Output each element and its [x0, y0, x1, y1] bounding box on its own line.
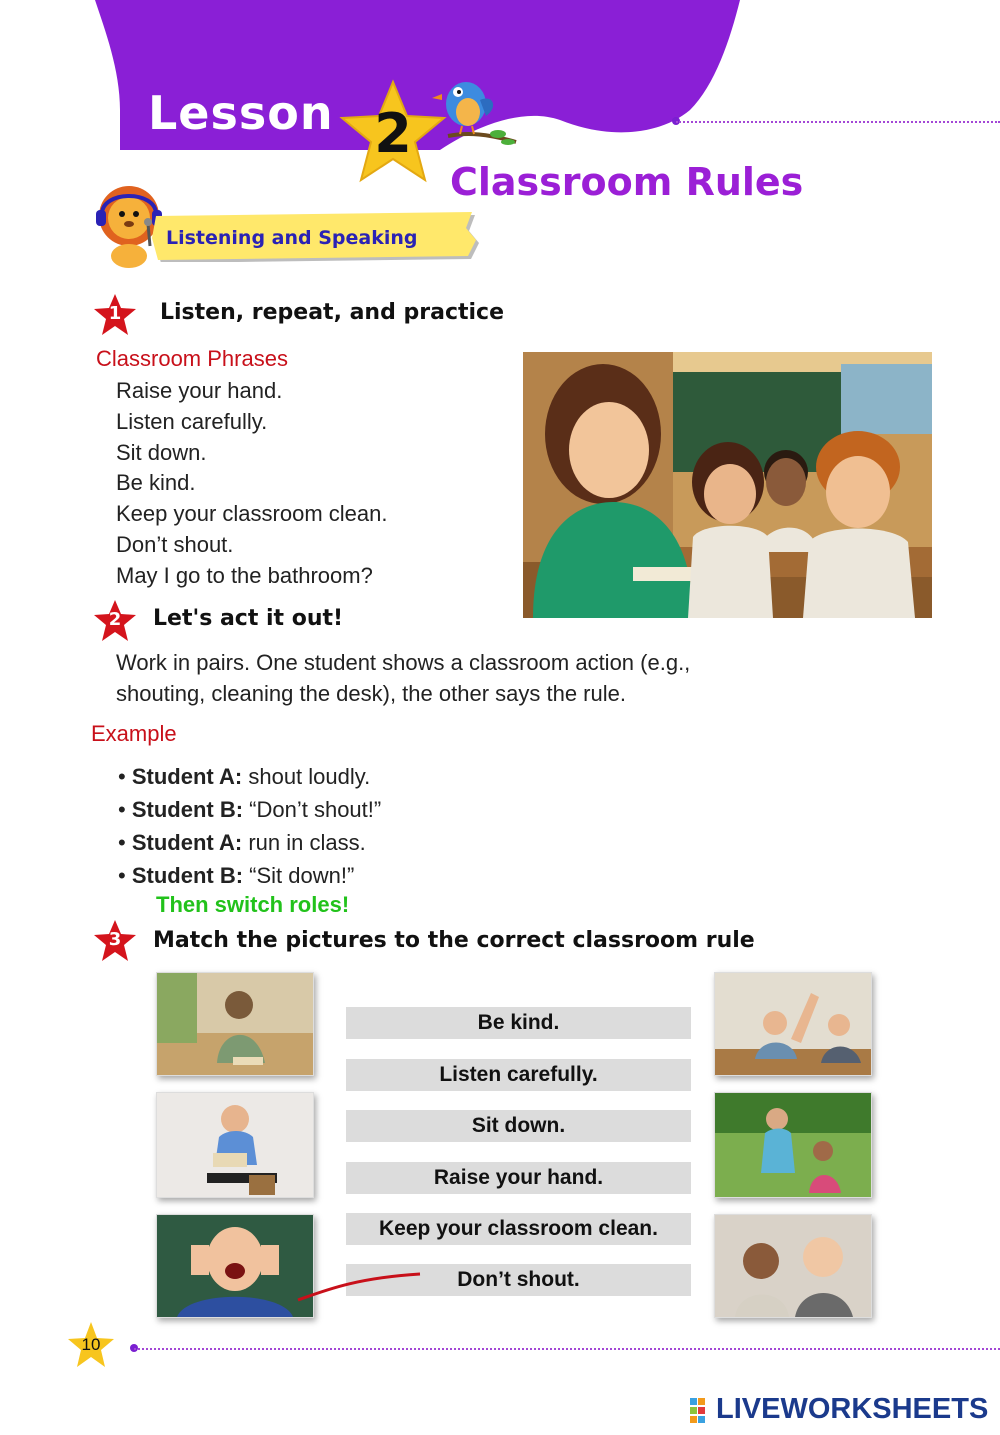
section-number: 2 — [108, 609, 122, 630]
liveworksheets-logo-icon — [690, 1398, 714, 1424]
classroom-illustration — [523, 352, 932, 618]
phrases-list — [116, 376, 387, 592]
brand-logo[interactable]: LIVEWORKSHEETS — [716, 1393, 989, 1425]
photo-cleaning-floor[interactable] — [156, 972, 314, 1076]
page-title: Classroom Rules — [450, 160, 804, 204]
rule-option[interactable]: Be kind. — [346, 1007, 691, 1039]
skill-label: Listening and Speaking — [166, 227, 418, 249]
phrase-item: Be kind. — [116, 470, 196, 496]
phrases-heading: Classroom Phrases — [96, 346, 288, 371]
phrase-item: Listen carefully. — [116, 408, 268, 434]
section-number: 1 — [108, 303, 122, 324]
page-number: 10 — [81, 1335, 101, 1354]
speaker: Student B: — [131, 797, 244, 822]
phrase-item: May I go to the bathroom? — [116, 562, 373, 588]
example-list — [118, 760, 381, 892]
list-item: • Student B: “Sit down!” — [118, 863, 355, 888]
lesson-label: Lesson — [148, 86, 334, 140]
photo-kids-helping[interactable] — [714, 1092, 872, 1198]
section-2-badge — [92, 598, 138, 644]
instructions — [116, 647, 690, 709]
page-number-star — [66, 1320, 116, 1370]
phrase-item: Raise your hand. — [116, 378, 283, 403]
rule-option[interactable]: Sit down. — [346, 1110, 691, 1142]
example-text: “Don’t shout!” — [249, 797, 382, 822]
instructions-line: shouting, cleaning the desk), the other says the rule. — [116, 681, 626, 706]
rule-option[interactable]: Raise your hand. — [346, 1162, 691, 1194]
rule-option[interactable]: Don’t shout. — [346, 1264, 691, 1296]
list-item: • Student A: run in class. — [118, 830, 366, 855]
section-2-title: Let's act it out! — [153, 606, 344, 631]
section-1-title: Listen, repeat, and practice — [160, 300, 505, 325]
rule-option[interactable]: Keep your classroom clean. — [346, 1213, 691, 1245]
divider-line — [134, 1348, 1000, 1350]
example-heading: Example — [91, 721, 177, 746]
phrase-item: Keep your classroom clean. — [116, 501, 388, 527]
section-3-title: Match the pictures to the correct classroom rule — [153, 928, 755, 953]
photo-boy-sitting[interactable] — [156, 1092, 314, 1198]
example-text: run in class. — [248, 830, 366, 855]
section-1-badge — [92, 292, 138, 338]
bird-icon — [428, 64, 518, 154]
example-text: “Sit down!” — [249, 863, 355, 888]
example-text: shout loudly. — [248, 764, 371, 789]
list-item: • Student B: “Don’t shout!” — [118, 797, 382, 822]
rule-option[interactable]: Listen carefully. — [346, 1059, 691, 1091]
instructions-line: Work in pairs. One student shows a classroom action (e.g., — [116, 650, 691, 675]
speaker: Student B: — [131, 863, 244, 888]
lesson-number: 2 — [374, 102, 412, 165]
photo-raising-hand[interactable] — [714, 972, 872, 1076]
speaker: Student A: — [131, 830, 243, 855]
list-item: • Student A: shout loudly. — [118, 764, 371, 789]
match-line — [296, 1268, 426, 1308]
phrase-item: Sit down. — [116, 439, 207, 465]
section-3-badge — [92, 918, 138, 964]
phrase-item: Don’t shout. — [116, 531, 234, 557]
photo-kids-listening[interactable] — [714, 1214, 872, 1318]
switch-roles-note: Then switch roles! — [156, 892, 350, 917]
section-number: 3 — [108, 929, 122, 950]
divider-line — [676, 121, 1000, 123]
speaker: Student A: — [131, 764, 243, 789]
photo-boy-shouting[interactable] — [156, 1214, 314, 1318]
